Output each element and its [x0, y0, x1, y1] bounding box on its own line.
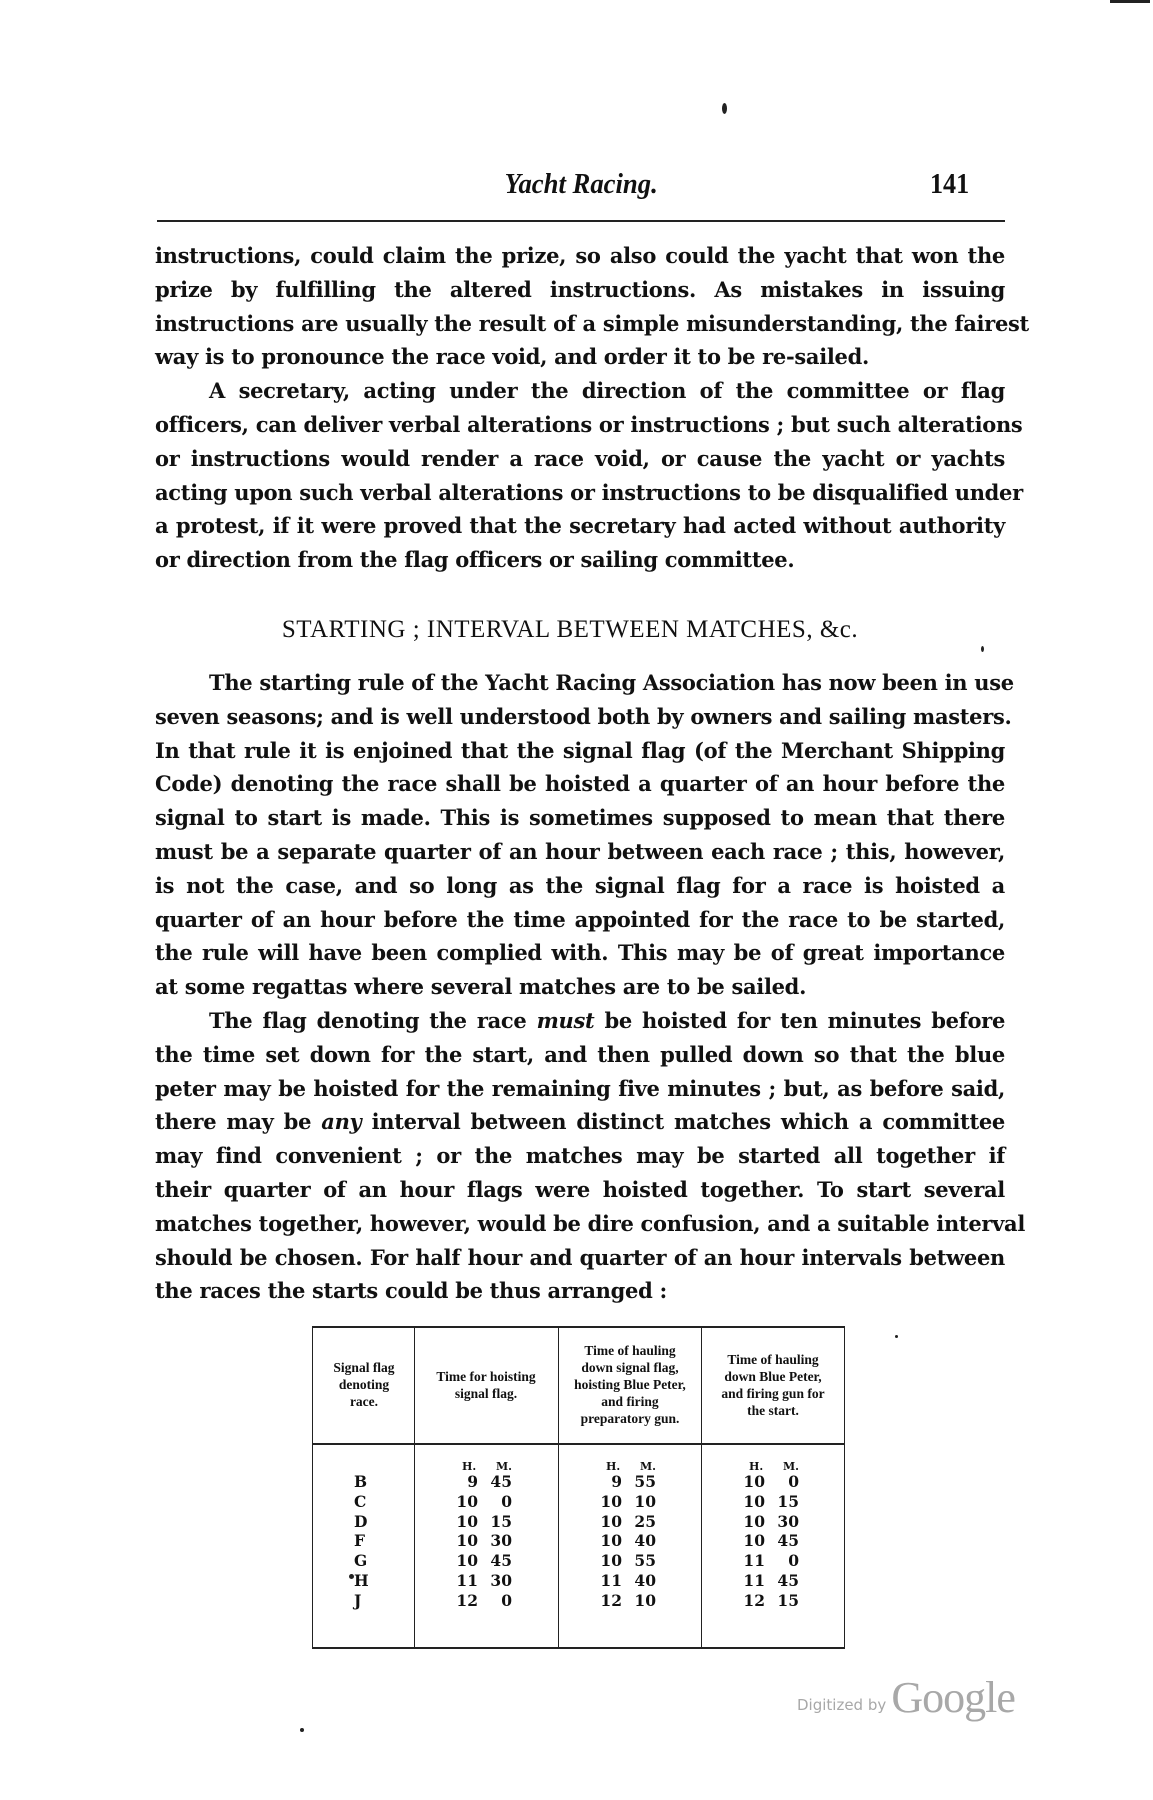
minutes-value: 45: [490, 1551, 512, 1571]
text-line: A secretary, acting under the direction of the committee or flag: [209, 378, 1005, 404]
table-header-flag: Signal flag denoting race.: [333, 1360, 395, 1409]
flag-letter: C: [354, 1491, 367, 1511]
minutes-value: 40: [634, 1571, 656, 1590]
hours-value: 11: [743, 1571, 765, 1590]
text-line: their quarter of an hour flags were hoisted together. To start several: [155, 1177, 1005, 1202]
flag-letter: G: [354, 1551, 368, 1571]
minutes-value: 55: [634, 1551, 656, 1571]
text-line: must be a separate quarter of an hour between each race ; this, however,: [155, 839, 1005, 864]
scan-speck: [349, 1574, 354, 1579]
unit-label-minutes: M.: [783, 1460, 800, 1473]
hours-value: 10: [456, 1511, 478, 1531]
hours-value: 11: [743, 1551, 765, 1571]
text-line: instructions are usually the result of a simple misunderstanding, the fairest: [155, 310, 1029, 336]
hours-value: 10: [600, 1531, 622, 1551]
hours-value: 10: [600, 1551, 622, 1571]
hours-value: 11: [456, 1571, 478, 1590]
hours-value: 10: [743, 1531, 765, 1551]
text-line: way is to pronounce the race void, and order it to be re-sailed.: [155, 344, 870, 370]
minutes-value: 45: [777, 1531, 799, 1551]
digitized-by-google-watermark: [797, 1672, 1015, 1723]
text-line: is not the case, and so long as the signal flag for a race is hoisted a: [155, 872, 1005, 898]
flag-letter: B: [354, 1472, 368, 1491]
minutes-value: 30: [777, 1511, 799, 1531]
hours-value: 10: [456, 1551, 478, 1571]
minutes-value: 25: [634, 1511, 656, 1531]
text-line: matches together, however, would be dire confusion, and a suitable interval: [155, 1210, 1026, 1236]
hours-value: 9: [467, 1472, 478, 1491]
text-line: the time set down for the start, and then pulled down so that the blue: [155, 1041, 1005, 1067]
minutes-value: 30: [490, 1571, 512, 1590]
minutes-value: 15: [777, 1491, 799, 1511]
hours-value: 10: [743, 1511, 765, 1531]
hours-value: 10: [456, 1531, 478, 1551]
scan-speck: [981, 646, 984, 652]
header-rule: [157, 220, 1005, 222]
unit-label-minutes: M.: [496, 1460, 513, 1473]
table-col-divider: [701, 1328, 702, 1647]
table-header-start: Time of hauling down Blue Peter, and firing gun for the start.: [721, 1351, 825, 1418]
running-title: Yacht Racing.: [504, 168, 658, 200]
text-line: In that rule it is enjoined that the signal flag (of the Merchant Shipping: [155, 737, 1005, 763]
scan-speck: [300, 1728, 304, 1732]
hours-value: 12: [743, 1590, 765, 1610]
text-line: instructions, could claim the prize, so also could the yacht that won the: [155, 243, 1005, 268]
unit-label-hours: H.: [462, 1460, 477, 1473]
hours-value: 12: [600, 1590, 622, 1610]
hours-value: 12: [456, 1590, 478, 1610]
hours-value: 10: [600, 1511, 622, 1531]
hours-value: 9: [611, 1472, 622, 1491]
scan-speck: [895, 1335, 898, 1338]
minutes-value: 10: [634, 1590, 656, 1610]
unit-label-minutes: M.: [640, 1460, 657, 1473]
minutes-value: 15: [490, 1511, 512, 1531]
minutes-value: 0: [788, 1551, 799, 1571]
minutes-value: 45: [490, 1472, 512, 1491]
text-line: signal to start is made. This is sometimes supposed to mean that there: [155, 805, 1005, 831]
minutes-value: 40: [634, 1531, 656, 1551]
flag-letter: F: [354, 1531, 366, 1551]
text-line: officers, can deliver verbal alterations or instructions ; but such alterations: [155, 412, 1023, 437]
flag-letter: H: [354, 1571, 369, 1590]
scan-edge-mark: [1110, 0, 1150, 3]
minutes-value: 0: [501, 1590, 512, 1610]
table-left-edge: [312, 1328, 313, 1647]
section-heading-text: STARTING ; INTERVAL BETWEEN MATCHES, &c.: [281, 616, 859, 643]
text-line: acting upon such verbal alterations or instructions to be disqualified under: [155, 479, 1023, 505]
hours-value: 11: [600, 1571, 622, 1590]
hours-value: 10: [456, 1491, 478, 1511]
table-col-divider: [414, 1328, 415, 1647]
text-line: a protest, if it were proved that the secretary had acted without authority: [155, 513, 1005, 539]
minutes-value: 45: [777, 1571, 799, 1590]
minutes-value: 10: [634, 1491, 656, 1511]
table-header-hoist: Time for hoisting signal flag.: [436, 1368, 536, 1401]
text-line: peter may be hoisted for the remaining five minutes ; but, as before said,: [155, 1075, 1005, 1101]
text-line: the rule will have been complied with. This may be of great importance: [155, 940, 1005, 966]
hours-value: 10: [743, 1472, 765, 1491]
minutes-value: 0: [501, 1491, 512, 1511]
flag-letter: J: [354, 1590, 362, 1610]
text-line: seven seasons; and is well understood both by owners and sailing masters.: [155, 703, 1012, 729]
minutes-value: 15: [777, 1590, 799, 1610]
text-line: may find convenient ; or the matches may be started all together if: [155, 1143, 1005, 1169]
text-line: quarter of an hour before the time appointed for the race to be started,: [155, 906, 1005, 932]
table-right-edge: [844, 1328, 845, 1647]
unit-label-hours: H.: [749, 1460, 764, 1473]
text-line: The flag denoting the race must be hoisted for ten minutes before: [209, 1008, 1006, 1033]
text-line: should be chosen. For half hour and quarter of an hour intervals between: [155, 1244, 1005, 1270]
section-heading: [155, 616, 1005, 644]
table-bottom-rule: [312, 1647, 845, 1649]
minutes-value: 30: [490, 1531, 512, 1551]
text-line: prize by fulfilling the altered instructions. As mistakes in issuing: [155, 276, 1005, 302]
hours-value: 10: [600, 1491, 622, 1511]
text-line: or instructions would render a race void, or cause the yacht or yachts: [155, 445, 1005, 471]
page-number: 141: [930, 168, 970, 200]
table-header-haul-signal: Time of hauling down signal flag, hoisting Blue Peter, and firing preparatory gun.: [574, 1343, 686, 1426]
hours-value: 10: [743, 1491, 765, 1511]
flag-letter: D: [354, 1511, 368, 1531]
table-col-divider: [558, 1328, 559, 1647]
minutes-value: 55: [634, 1472, 656, 1491]
watermark-brand: Google: [891, 1673, 1015, 1722]
scan-speck: [722, 103, 727, 114]
text-line: at some regattas where several matches are to be sailed.: [155, 974, 807, 1000]
text-line: the races the starts could be thus arranged :: [155, 1278, 667, 1304]
unit-label-hours: H.: [606, 1460, 621, 1473]
minutes-value: 0: [788, 1472, 799, 1491]
table-header-rule: [312, 1443, 845, 1445]
text-line: Code) denoting the race shall be hoisted a quarter of an hour before the: [155, 771, 1005, 797]
text-line: The starting rule of the Yacht Racing Association has now been in use: [209, 670, 1014, 695]
text-line: there may be any interval between distinct matches which a committee: [155, 1109, 1005, 1135]
start-times-table: [312, 1326, 845, 1649]
watermark-prefix: Digitized by: [797, 1696, 887, 1714]
text-line: or direction from the flag officers or sailing committee.: [155, 547, 795, 573]
